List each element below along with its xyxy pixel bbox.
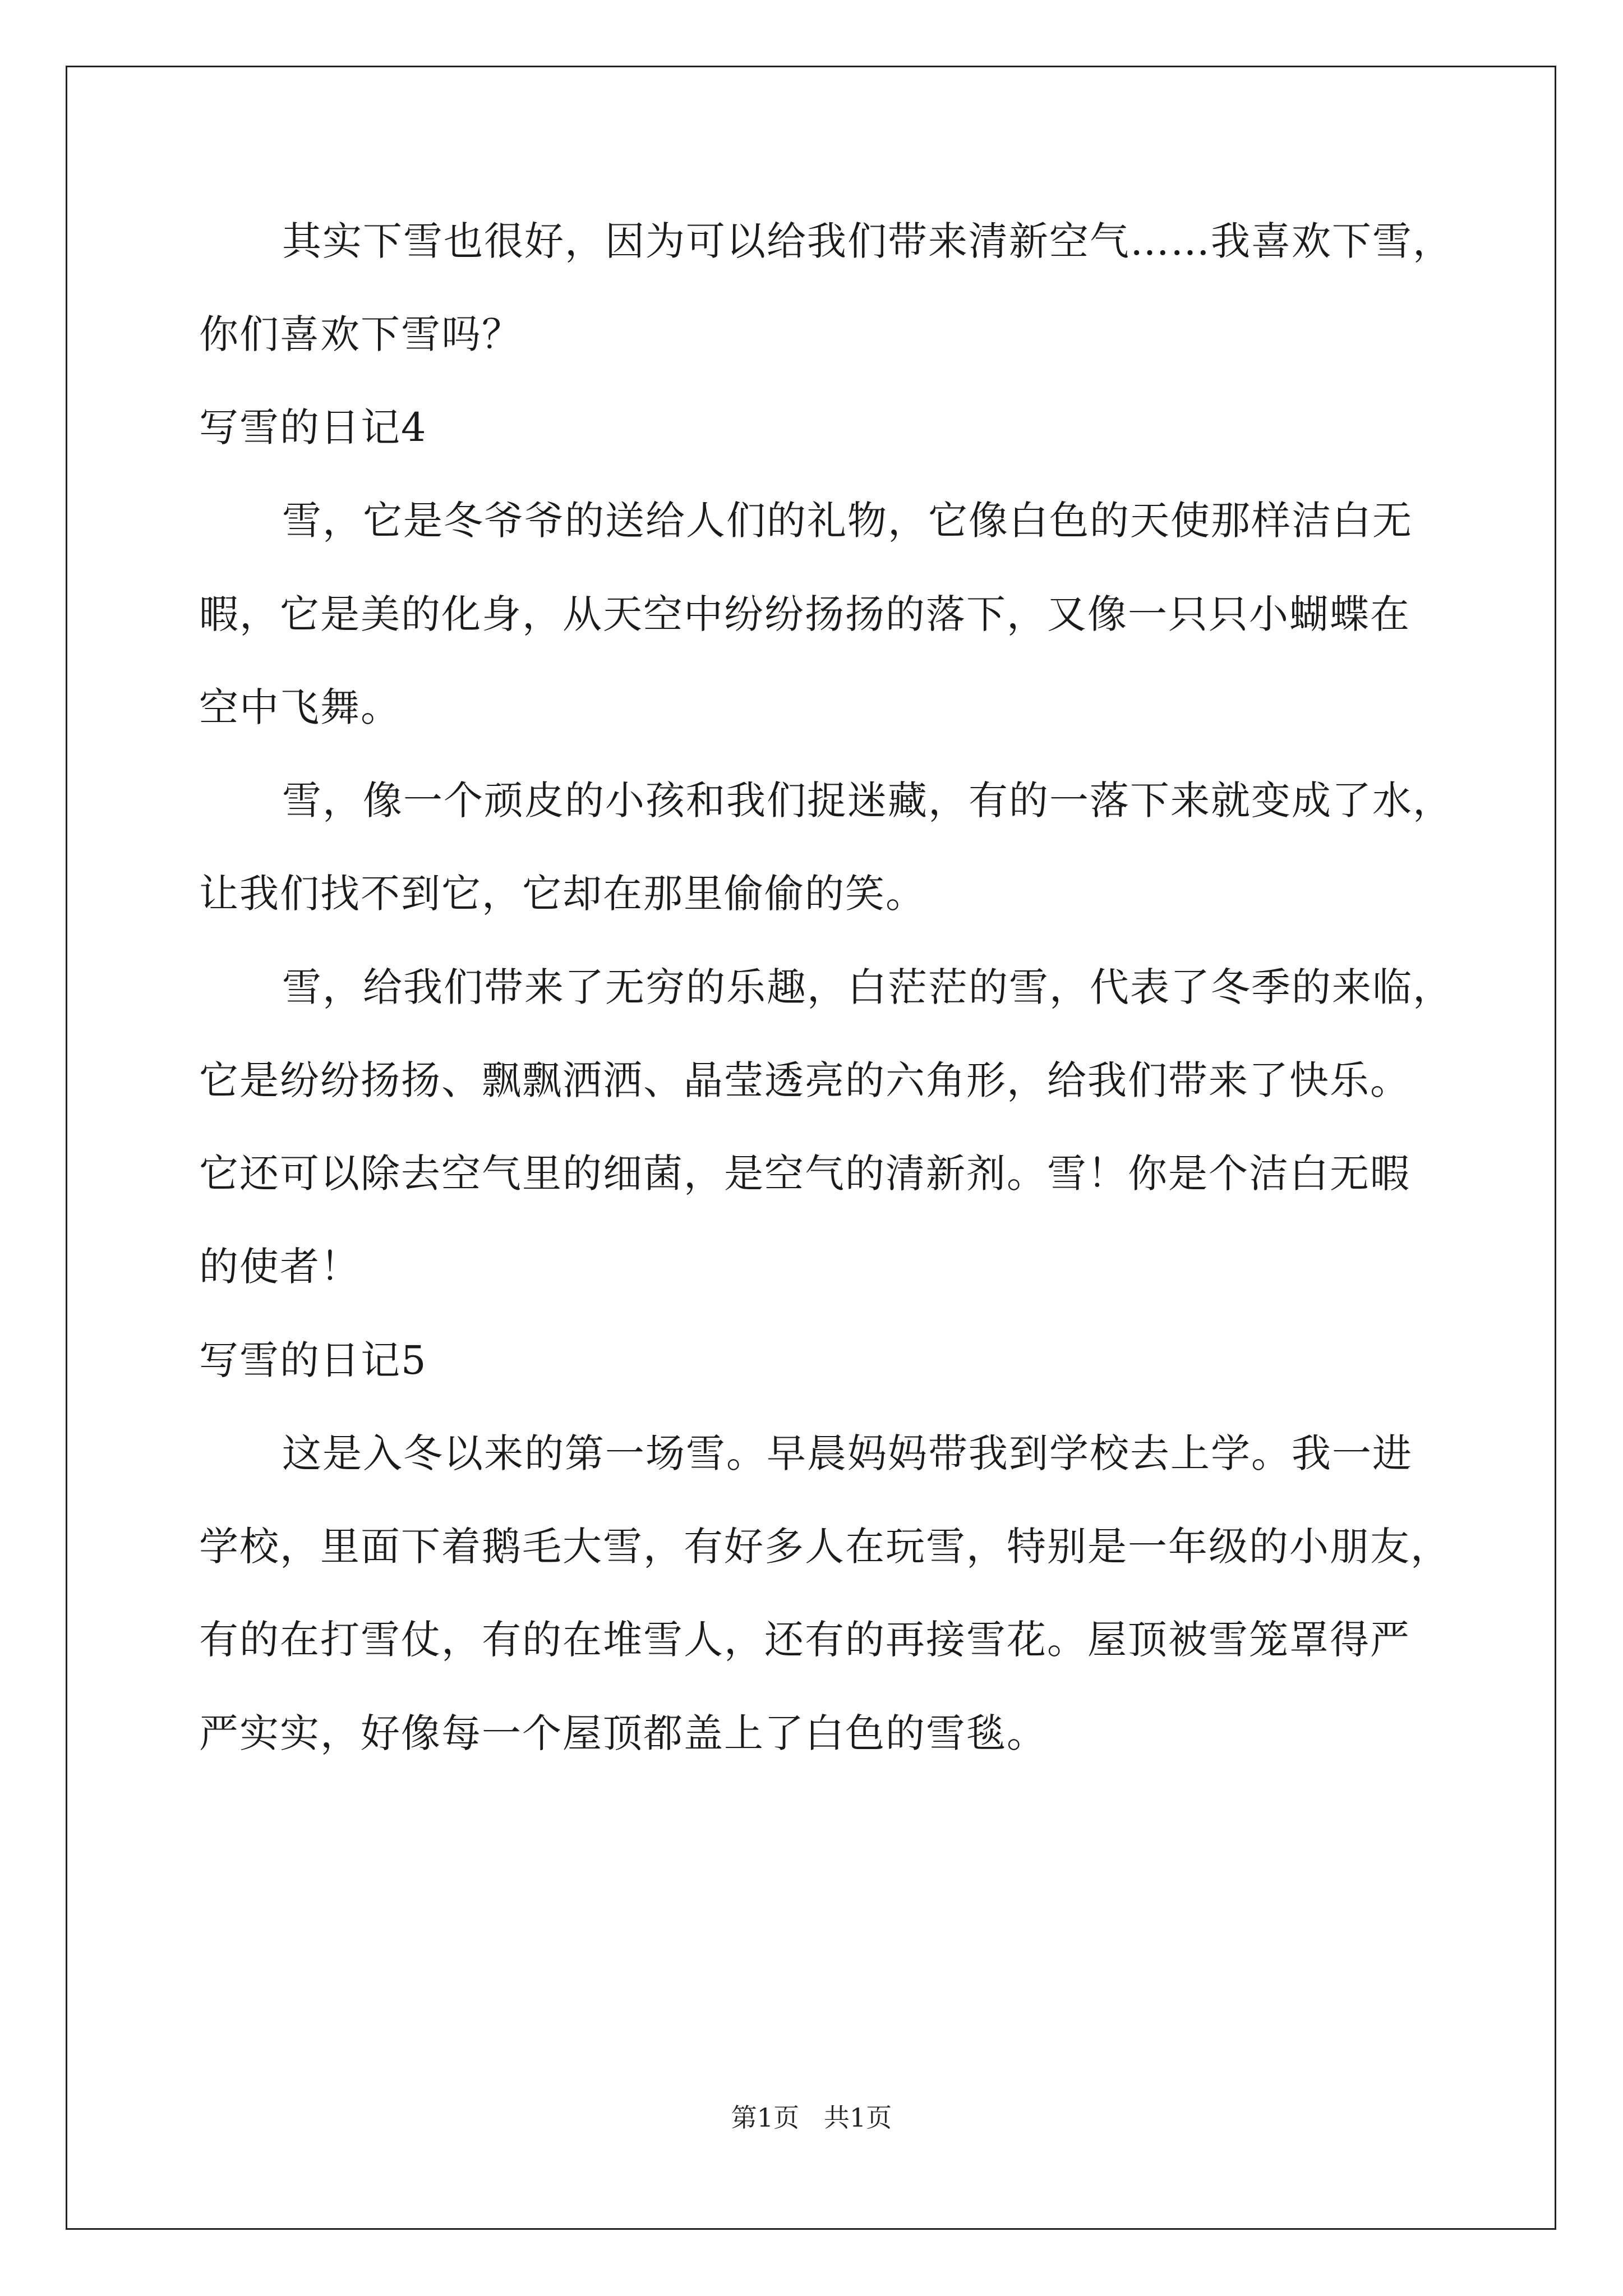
paragraph-line: 它还可以除去空气里的细菌，是空气的清新剂。雪！你是个洁白无暇 <box>199 1151 1410 1197</box>
paragraph-line: 雪，像一个顽皮的小孩和我们捉迷藏，有的一落下来就变成了水， <box>282 777 1453 823</box>
paragraph-line: 它是纷纷扬扬、飘飘洒洒、晶莹透亮的六角形，给我们带来了快乐。 <box>199 1057 1410 1103</box>
paragraph-line: 雪，给我们带来了无穷的乐趣，白茫茫的雪，代表了冬季的来临， <box>282 964 1453 1010</box>
paragraph-line: 你们喜欢下雪吗？ <box>199 311 522 357</box>
paragraph-line: 让我们找不到它，它却在那里偷偷的笑。 <box>199 871 926 917</box>
section-heading: 写雪的日记5 <box>199 1337 427 1383</box>
paragraph-line: 空中飞舞。 <box>199 684 401 730</box>
page-number: 第1页 共1页 <box>731 2102 892 2133</box>
paragraph-line: 学校，里面下着鹅毛大雪，有好多人在玩雪，特别是一年级的小朋友， <box>199 1524 1451 1570</box>
paragraph-line: 有的在打雪仗，有的在堆雪人，还有的再接雪花。屋顶被雪笼罩得严 <box>199 1617 1410 1663</box>
page-footer <box>0 2101 1623 2134</box>
paragraph-line: 的使者！ <box>199 1244 361 1290</box>
paragraph-line: 严实实，好像每一个屋顶都盖上了白色的雪毯。 <box>199 1710 1047 1756</box>
paragraph-line: 雪，它是冬爷爷的送给人们的礼物，它像白色的天使那样洁白无 <box>282 498 1413 544</box>
paragraph-line: 其实下雪也很好，因为可以给我们带来清新空气……我喜欢下雪， <box>282 218 1453 264</box>
section-heading: 写雪的日记4 <box>199 404 427 450</box>
paragraph-line: 这是入冬以来的第一场雪。早晨妈妈带我到学校去上学。我一进 <box>282 1430 1413 1476</box>
paragraph-line: 暇，它是美的化身，从天空中纷纷扬扬的落下，又像一只只小蝴蝶在 <box>199 591 1410 637</box>
